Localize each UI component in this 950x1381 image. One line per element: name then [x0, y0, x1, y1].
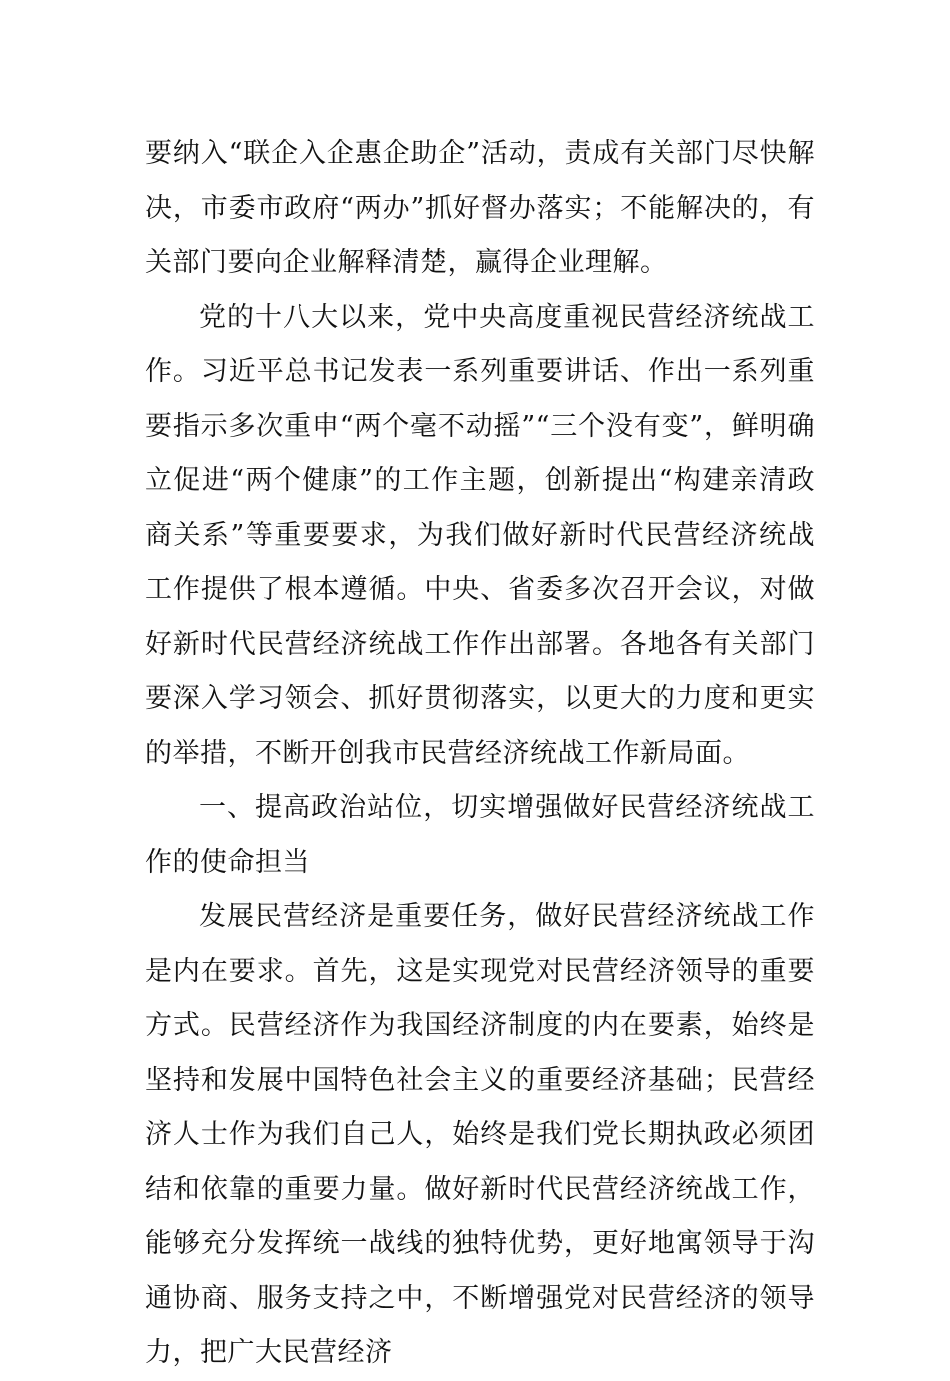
document-body — [145, 127, 815, 1381]
paragraph-2: 党的十八大以来，党中央高度重视民营经济统战工作。习近平总书记发表一系列重要讲话、作出一系列重要指示多次重申“两个毫不动摇”“三个没有变”，鲜明确立促进“两个健康”的工作主题，创新提出“构建亲清政商关系”等重要要求，为我们做好新时代民营经济统战工作提供了根本遵循。中央、省委多次召开会议，对做好新时代民营经济统战工作作出部署。各地各有关部门要深入学习领会、抓好贯彻落实，以更大的力度和更实的举措，不断开创我市民营经济统战工作新局面。 — [145, 301, 815, 769]
paragraph-3: 发展民营经济是重要任务，做好民营经济统战工作是内在要求。首先，这是实现党对民营经济领导的重要方式。民营经济作为我国经济制度的内在要素，始终是坚持和发展中国特色社会主义的重要经济基础；民营经济人士作为我们自己人，始终是我们党长期执政必须团结和依靠的重要力量。做好新时代民营经济统战工作，能够充分发挥统一战线的独特优势，更好地寓领导于沟通协商、服务支持之中，不断增强党对民营经济的领导力，把广大民营经济 — [145, 901, 815, 1368]
paragraph-1: 要纳入“联企入企惠企助企”活动，责成有关部门尽快解决，市委市政府“两办”抓好督办落实；不能解决的，有关部门要向企业解释清楚，赢得企业理解。 — [145, 138, 815, 278]
section-heading: 一、提高政治站位，切实增强做好民营经济统战工作的使命担当 — [145, 792, 815, 878]
